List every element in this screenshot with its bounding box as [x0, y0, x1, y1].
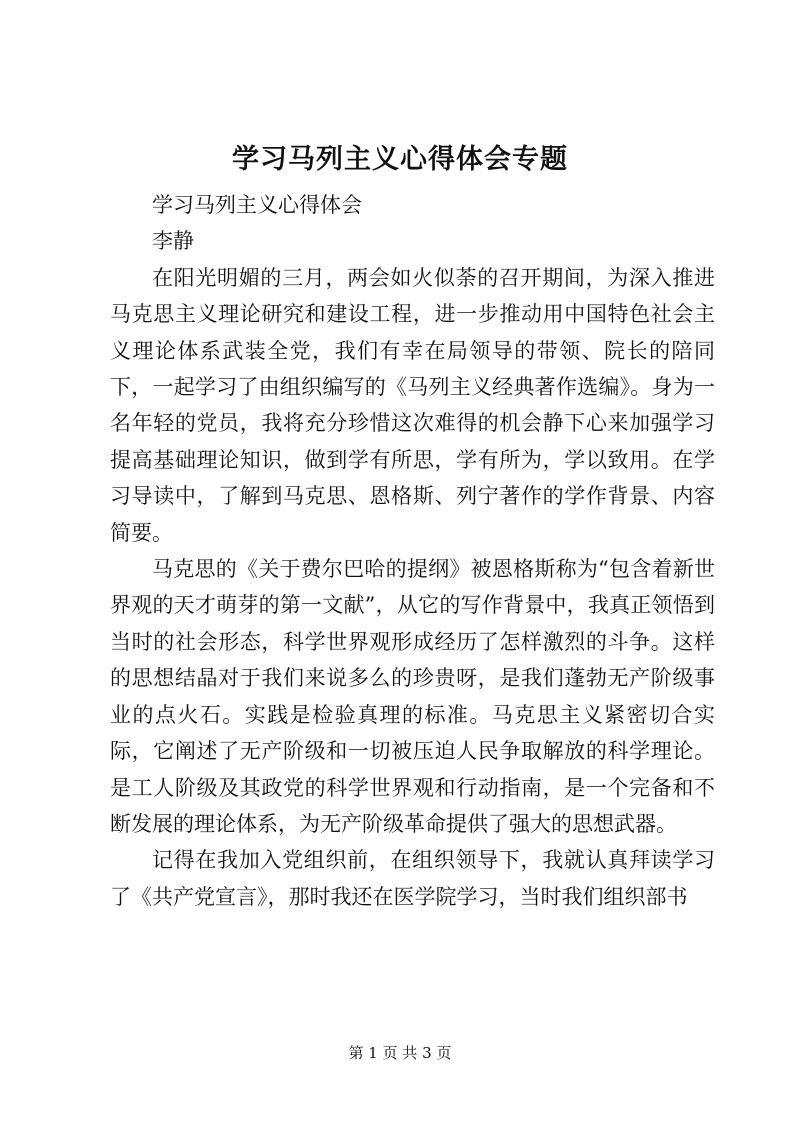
page-number-footer: 第 1 页 共 3 页	[348, 1044, 452, 1062]
body-paragraph: 记得在我加入党组织前，在组织领导下，我就认真拜读学习了《共产党宣言》，那时我还在医学院学习，当时我们组织部书	[110, 848, 715, 909]
body-paragraph: 马克思的《关于费尔巴哈的提纲》被恩格斯称为“包含着新世界观的天才萌芽的第一文献”，从它的写作背景中，我真正领悟到当时的社会形态，科学世界观形成经历了怎样激烈的斗争。这样的思想结晶对于我们来说多么的珍贵呀，是我们蓬勃无产阶级事业的点火石。实践是检验真理的标准。马克思主义紧密切合实际，它阐述了无产阶级和一切被压迫人民争取解放的科学理论。是工人阶级及其政党的科学世界观和行动指南，是一个完备和不断发展的理论体系，为无产阶级革命提供了强大的思想武器。	[110, 557, 715, 836]
document-body	[110, 187, 715, 915]
body-paragraph: 在阳光明媚的三月，两会如火似荼的召开期间，为深入推进马克思主义理论研究和建设工程，进一步推动用中国特色社会主义理论体系武装全党，我们有幸在局领导的带领、院长的陪同下，一起学习了由组织编写的《马列主义经典著作选编》。身为一名年轻的党员，我将充分珍惜这次难得的机会静下心来加强学习提高基础理论知识，做到学有所思，学有所为，学以致用。在学习导读中，了解到马克思、恩格斯、列宁著作的学作背景、内容简要。	[110, 265, 715, 545]
author-line: 李静	[152, 229, 194, 254]
subtitle-line: 学习马列主义心得体会	[152, 193, 362, 217]
document-title: 学习马列主义心得体会专题	[232, 144, 568, 175]
